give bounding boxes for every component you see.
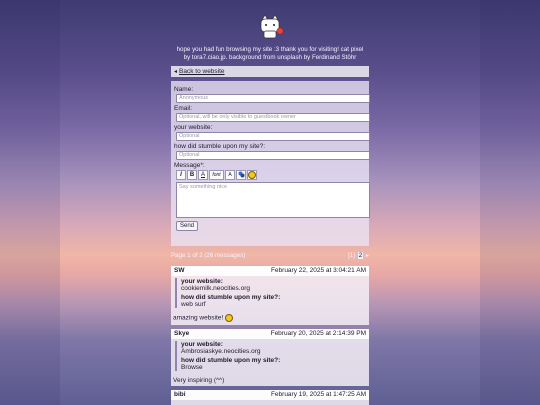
- bold-button[interactable]: B: [187, 170, 197, 180]
- stumble-input[interactable]: Optional: [176, 151, 370, 160]
- page-summary: Page 1 of 2 (26 messages): [171, 252, 246, 259]
- entry-header: [171, 329, 369, 339]
- pagination: [171, 252, 369, 259]
- entry-details: [175, 341, 369, 371]
- smiley-icon: [248, 171, 256, 179]
- site-credits: [160, 46, 380, 62]
- credits-line-2: by tora7.ciao.jp. background from unsplash by Ferdinand Stöhr: [183, 54, 357, 61]
- name-input[interactable]: Anonymous: [176, 94, 370, 103]
- image-icon: [238, 171, 245, 178]
- email-input[interactable]: Optional, will be only visible to guestbook owner: [176, 113, 370, 122]
- back-to-website-link[interactable]: Back to website: [179, 68, 225, 75]
- smiley-icon: [225, 314, 233, 322]
- cat-pixel-icon: [257, 14, 287, 40]
- entry-date: February 20, 2025 at 2:14:39 PM: [270, 330, 366, 337]
- formatting-toolbar: [176, 170, 366, 180]
- stumble-question: how did stumble upon my site?:: [181, 357, 281, 364]
- email-label: Email:: [174, 105, 193, 112]
- page-links: [347, 252, 369, 259]
- entry-header: [171, 390, 369, 400]
- back-to-website-bar: [171, 66, 369, 77]
- website-input[interactable]: Optional: [176, 132, 370, 141]
- guestbook-entry: [171, 329, 369, 386]
- image-button[interactable]: [236, 170, 246, 180]
- website-question: your website:: [181, 341, 223, 348]
- page-2-link[interactable]: 2: [358, 252, 363, 259]
- send-button[interactable]: Send: [176, 221, 198, 231]
- entry-header: [171, 266, 369, 276]
- stumble-label: how did stumble upon my site?:: [174, 143, 266, 150]
- entry-details: [175, 278, 369, 308]
- entry-date: February 19, 2025 at 1:47:25 AM: [270, 391, 366, 398]
- website-answer: cookiemilk.neocities.org: [181, 285, 251, 292]
- font-button[interactable]: font: [209, 170, 224, 180]
- emoji-button[interactable]: [247, 170, 257, 180]
- background-shade-right: [480, 0, 540, 405]
- website-label: your website:: [174, 124, 213, 131]
- entry-message: [171, 308, 369, 322]
- entry-author: Skye: [174, 330, 190, 337]
- stumble-answer: Browse: [181, 364, 203, 371]
- italic-button[interactable]: I: [176, 170, 186, 180]
- message-label: Message*:: [174, 162, 205, 169]
- guestbook-entry: [171, 266, 369, 325]
- message-textarea[interactable]: Say something nice: [176, 182, 370, 218]
- website-question: your website:: [181, 278, 223, 285]
- entry-message-text: Very inspiring (^^): [173, 377, 225, 384]
- background-shade-left: [0, 0, 60, 405]
- next-page-icon[interactable]: ▸: [365, 252, 369, 259]
- credits-line-1: hope you had fun browsing my site :3 thank you for visiting! cat pixel: [176, 46, 364, 53]
- text-color-button[interactable]: A: [225, 170, 235, 180]
- stumble-answer: web surf: [181, 301, 206, 308]
- entry-date: February 22, 2025 at 3:04:21 AM: [270, 267, 366, 274]
- entry-author: SW: [174, 267, 185, 274]
- entry-message: [171, 371, 369, 384]
- back-arrow-icon: ◂: [174, 69, 178, 75]
- stumble-question: how did stumble upon my site?:: [181, 294, 281, 301]
- underline-button[interactable]: A: [198, 170, 208, 180]
- guestbook-entry: [171, 390, 369, 405]
- website-answer: Ambrosiaskye.neocities.org: [181, 348, 261, 355]
- entry-author: bibi: [174, 391, 186, 398]
- entry-message-text: amazing website!: [173, 314, 224, 322]
- name-label: Name:: [174, 86, 194, 93]
- guestbook-form: [171, 81, 369, 246]
- page-1-link[interactable]: [1]: [348, 252, 355, 259]
